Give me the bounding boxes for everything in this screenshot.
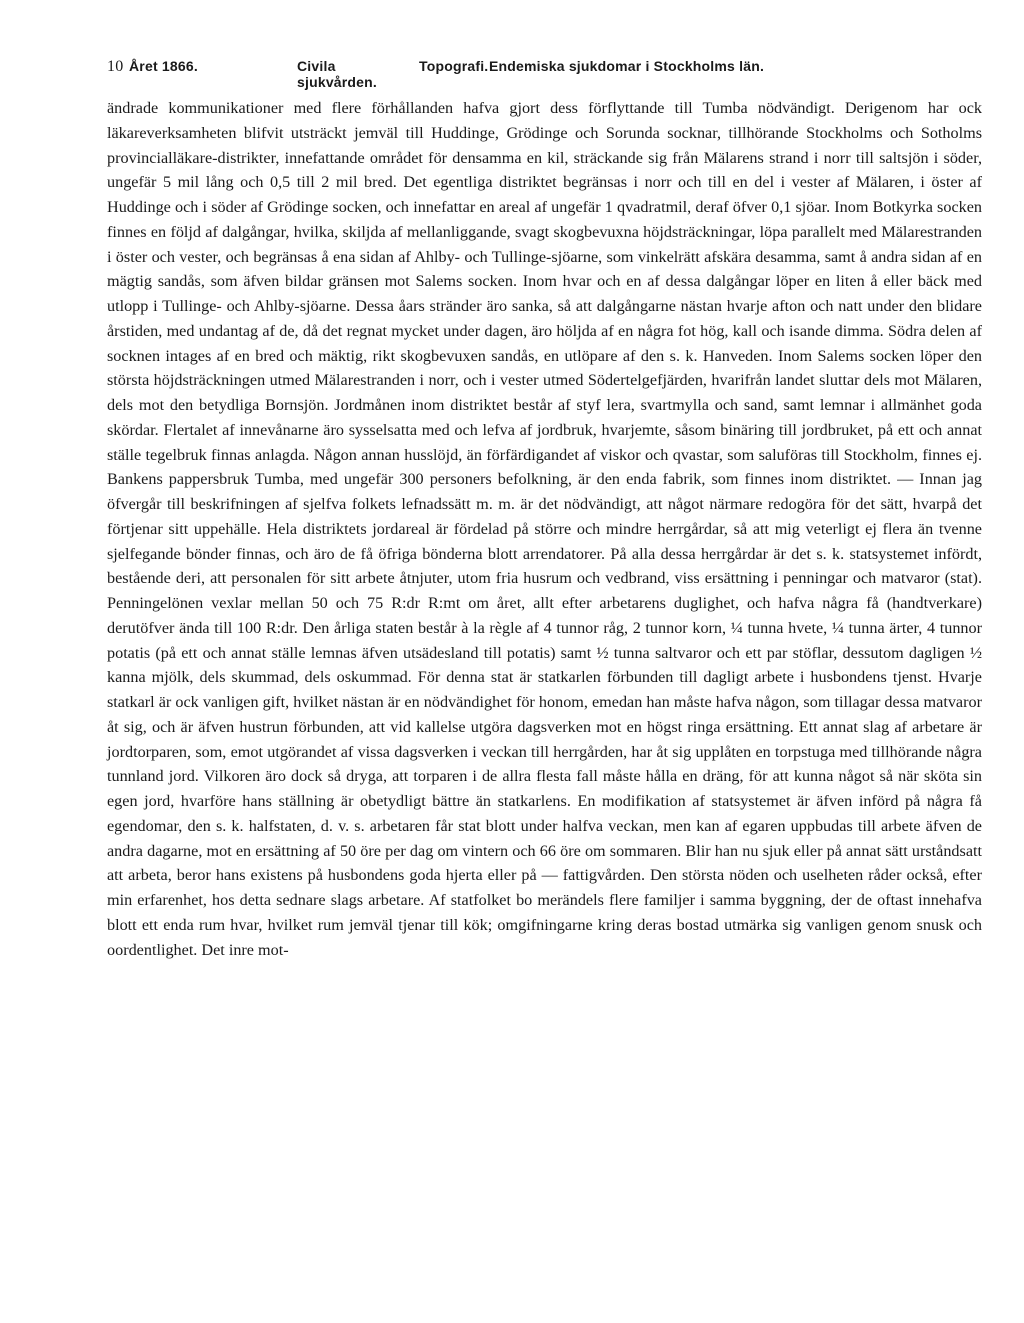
document-page bbox=[107, 58, 982, 962]
running-header bbox=[107, 58, 982, 88]
body-paragraph: ändrade kommunikationer med flere förhållanden hafva gjort dess förflyttande till Tumba nödvändigt. Derigenom har ock läkareverksamheten blifvit utsträckt jemväl till Huddinge, Grödinge och Sorunda socknar, tillhörande Stockholms och Sotholms provincialläkare-distrikter, innefattande området för densamma en kil, sträckande sig från Mälarens strand i norr till saltsjön i söder, ungefär 5 mil lång och 0,5 till 2 mil bred. Det egentliga distriktet begränsas i norr och till en del i vester af Mälaren, i öster af Huddinge och i söder af Grödinge socken, och innefattar en areal af ungefär 1 qvadratmil, deraf öfver 0,1 sjöar. Inom Botkyrka socken finnes en följd af dalgångar, hvilka, skiljda af mellanliggande, svagt skogbevuxna höjdsträckningar, löpa parallelt med Mälarestranden i öster och vester, och begränsas å ena sidan af Ahlby- och Tullinge-sjöarne, som vinkelrätt afskära desamma, samt å andra sidan af en mägtig sandås, som äfven bildar gränsen mot Salems socken. Inom hvar och en af dessa dalgångar löper en liten å eller bäck med utlopp i Tullinge- och Ahlby-sjöarne. Dessa åars stränder äro sanka, så att dalgångarne nästan hvarje afton och natt under den blidare årstiden, med undantag af de, då det regnat mycket under dagen, äro höljda af en några fot hög, kall och isande dimma. Södra delen af socknen intages af en bred och mäktig, rikt skogbevuxen sandås, en utlöpare af den s. k. Hanveden. Inom Salems socken löper den största höjdsträckningen utmed Mälarestranden i norr, och i vester utmed Södertelgefjärden, hvarifrån landet sluttar dels mot Mälaren, dels mot den betydliga Bornsjön. Jordmånen inom distriktet består af styf lera, svartmylla och sand, samt lemnar i allmänhet goda skördar. Flertalet af innevånarne äro sysselsatta med och lefva af jordbruk, hvarjemte, såsom binäring till jordbruket, på ett och annat ställe tegelbruk finnas anlagda. Någon annan husslöjd, än förfärdigandet af viskor och qvastar, som saluföras till Stockholm, finnes ej. Bankens pappersbruk Tumba, med ungefär 300 personers befolkning, är den enda fabrik, som finnes inom distriktet. — Innan jag öfvergår till beskrifningen af sjelfva folkets lefnadssätt m. m. är det nödvändigt, att något närmare redogöra för det sätt, hvarpå det förtjenar sitt uppehälle. Hela distriktets jordareal är fördelad på större och mindre herrgårdar, så att mig veterligt ej flera än tvenne sjelfegande bönder finnas, och äro de få öfriga bönderna blott arrendatorer. På alla dessa herrgårdar är det s. k. statsystemet infördt, bestående deri, att personalen för sitt arbete åtnjuter, utom fria husrum och vedbrand, viss ersättning i penningar och matvaror (stat). Penningelönen vexlar mellan 50 och 75 R:dr R:mt om året, allt efter arbetarens duglighet, och hafva några få (handtverkare) derutöfver ända till 100 R:dr. Den årliga staten består à la règle af 4 tunnor råg, 2 tunnor korn, ¼ tunna hvete, ¼ tunna ärter, 4 tunnor potatis (på ett och annat ställe lemnas äfven utsädesland till potatis) samt ½ tunna saltvaror och ett par stöflar, dessutom dagligen ½ kanna mjölk, dels skummad, dels oskummad. För denna stat är statkarlen förbunden till dagligt arbete i husbondens tjenst. Hvarje statkarl är ock vanligen gift, hvilket nästan är en nödvändighet för honom, emedan han måste hafva någon, som tillagar dessa matvaror åt sig, och är äfven hustrun förbunden, att vid kallelse utgöra dagsverken mot en högst ringa ersättning. Ett annat slag af arbetare är jordtorparen, som, emot utgörandet af vissa dagsverken i veckan till herrgården, har åt sig upplåten en torpstuga med tillhörande några tunnland jord. Vilkoren äro dock så dryga, att torparen i de allra flesta fall måste hålla en dräng, för att kunna något så när sköta sin egen jord, hvarföre hans ställning är obetydligt bättre än statkarlens. En modifikation af statsystemet är äfven införd på några få egendomar, den s. k. halfstaten, d. v. s. arbetaren får stat blott under halfva veckan, men kan af egaren uppbudas till arbete äfven de andra dagarne, mot en ersättning af 50 öre per dag om vintern och 66 öre om sommaren. Blir han nu sjuk eller på annat sätt urståndsatt att arbeta, beror hans existens på husbondens goda hjerta eller på — fattigvården. Den största nöden och uselheten råder också, efter min erfarenhet, hos detta sednare slags arbetare. Af statfolket bo merändels flere familjer i samma byggning, der de oftast innehafva blott ett enda rum hvar, hvilket rum jemväl tjenar till kök; omgifningarne kring deras bostad utmärka sig vanligen genom snusk och oordentlighet. Det inre mot- bbox=[107, 99, 982, 959]
header-year: Året 1866. bbox=[129, 58, 198, 74]
header-section-civila-sjukvarden: Civila sjukvården. bbox=[297, 58, 378, 90]
header-section-endemiska-sjukdomar: Endemiska sjukdomar i Stockholms län. bbox=[489, 58, 765, 74]
header-section-topografi: Topografi. bbox=[419, 58, 489, 74]
page-number: 10 bbox=[107, 58, 124, 75]
body-text bbox=[107, 96, 982, 962]
